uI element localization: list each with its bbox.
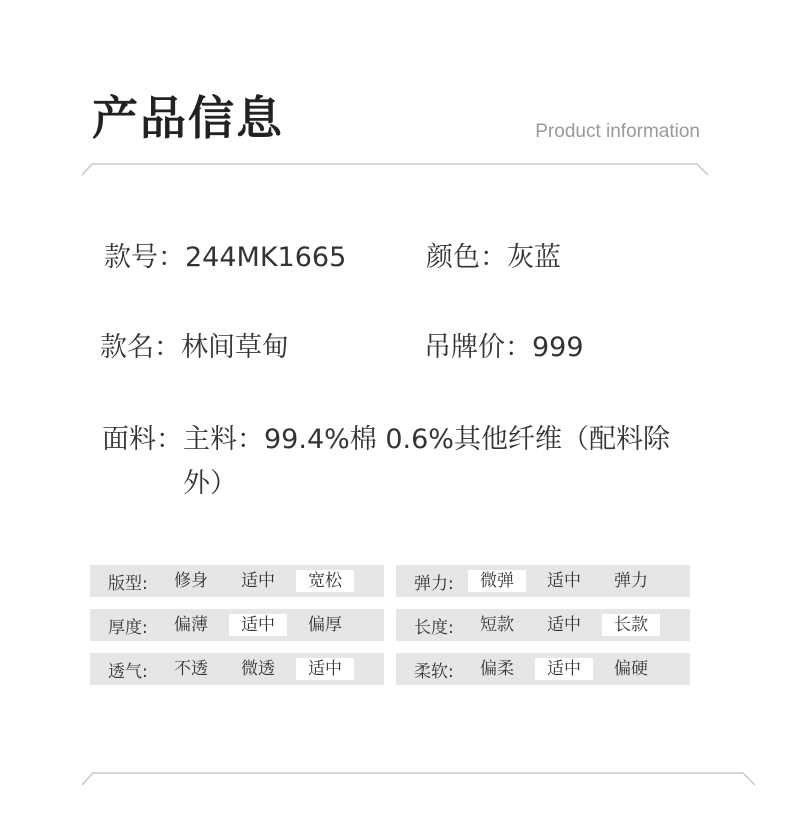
attr-label: 柔软: [414, 661, 454, 682]
attr-row-thickness [90, 609, 384, 641]
attr-option: 微透 [241, 659, 275, 679]
style-name-value: 林间草甸 [181, 332, 289, 363]
attr-option: 微弹 [468, 570, 526, 592]
attr-label: 版型: [108, 573, 148, 594]
attr-option: 适中 [241, 571, 275, 591]
attr-option: 偏厚 [308, 615, 342, 635]
attr-option: 偏柔 [480, 659, 514, 679]
page-title: 产品信息 [92, 91, 284, 145]
style-name-label: 款名： [100, 332, 181, 363]
tag-price-label: 吊牌价： [424, 332, 532, 363]
attr-option: 不透 [174, 659, 208, 679]
attr-label: 长度: [414, 617, 454, 638]
color-value: 灰蓝 [507, 242, 561, 273]
attr-option: 适中 [535, 658, 593, 680]
style-name-field [100, 326, 289, 370]
fabric-label: 面料： [102, 424, 183, 455]
attr-option: 适中 [296, 658, 354, 680]
color-field [426, 236, 561, 280]
attr-row-length [396, 609, 690, 641]
attr-label: 厚度: [108, 617, 148, 638]
attr-row-breathability [90, 653, 384, 685]
fabric-value: 主料：99.4%棉 0.6%其他纤维（配料除外） [183, 424, 670, 499]
style-number-value: 244MK1665 [185, 242, 347, 273]
attr-option: 适中 [547, 615, 581, 635]
style-number-label: 款号： [104, 242, 185, 273]
attr-label: 弹力: [414, 573, 454, 594]
tag-price-value: 999 [532, 332, 584, 363]
attr-option: 长款 [602, 614, 660, 636]
attr-option: 偏硬 [614, 659, 648, 679]
color-label: 颜色： [426, 242, 507, 273]
page-subtitle: Product information [535, 121, 700, 142]
attr-option: 弹力 [614, 571, 648, 591]
attr-row-softness [396, 653, 690, 685]
attr-option: 修身 [174, 571, 208, 591]
bottom-divider [0, 766, 790, 786]
attr-option: 宽松 [296, 570, 354, 592]
fabric-field [102, 418, 673, 506]
attr-row-fit [90, 565, 384, 597]
attr-label: 透气: [108, 661, 148, 682]
attr-option: 适中 [547, 571, 581, 591]
attr-option: 偏薄 [174, 615, 208, 635]
attr-option: 适中 [229, 614, 287, 636]
attr-option: 短款 [480, 615, 514, 635]
attr-row-elasticity [396, 565, 690, 597]
style-number-field [104, 236, 346, 280]
top-divider [0, 158, 790, 178]
tag-price-field [424, 326, 584, 370]
